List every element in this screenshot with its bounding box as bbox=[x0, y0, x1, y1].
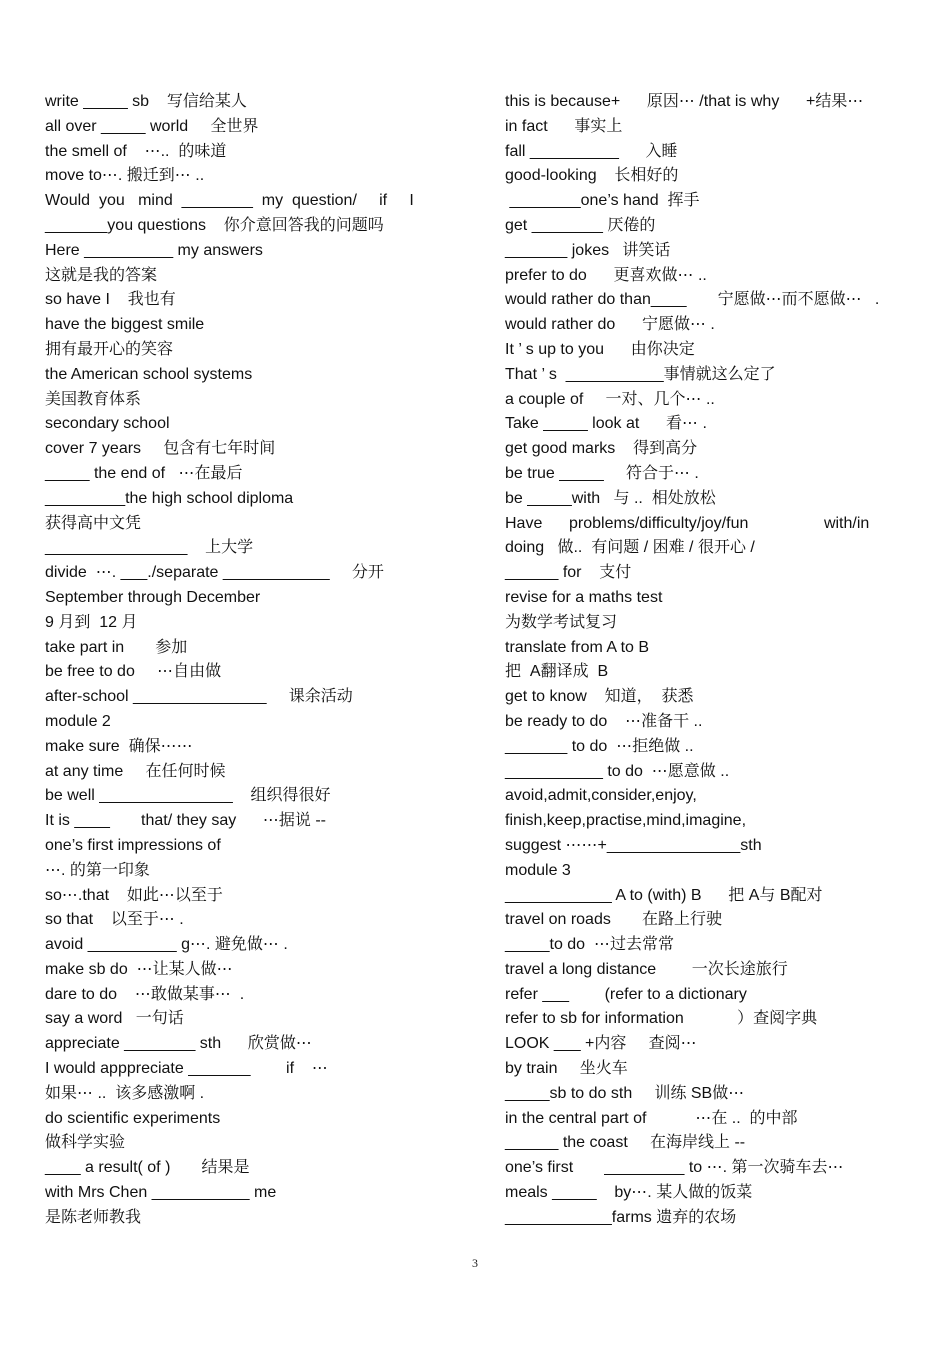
text-line: translate from A to B bbox=[505, 638, 650, 656]
page-number: 3 bbox=[472, 1256, 478, 1270]
text-line: get good marks 得到高分 bbox=[505, 440, 698, 458]
text-line: get to know 知道， 获悉 bbox=[505, 688, 694, 706]
text-line: _________the high school diploma bbox=[45, 489, 294, 507]
text-line: by train 坐火车 bbox=[505, 1060, 628, 1078]
text-line: in fact 事实上 bbox=[505, 117, 623, 135]
left-column bbox=[45, 90, 465, 1231]
text-line: appreciate ________ sth 欣赏做⋯ bbox=[45, 1035, 312, 1053]
text-line: ________one’s hand 挥手 bbox=[505, 192, 700, 210]
text-line: 做科学实验 bbox=[45, 1134, 126, 1152]
text-line: 获得高中文凭 bbox=[45, 514, 142, 532]
text-line: ________________ 上大学 bbox=[45, 539, 254, 557]
text-line: be _____with 与 .. 相处放松 bbox=[505, 489, 716, 507]
text-line: I would apppreciate _______ if ⋯ bbox=[45, 1060, 328, 1078]
text-line: all over _____ world 全世界 bbox=[45, 117, 259, 135]
text-line: would rather do 宁愿做⋯ . bbox=[505, 316, 715, 334]
text-line: ______ the coast 在海岸线上 -- bbox=[505, 1134, 746, 1152]
text-line: 这就是我的答案 bbox=[45, 266, 158, 284]
text-line: be free to do ⋯自由做 bbox=[45, 663, 222, 681]
text-line: _______ to do ⋯拒绝做 .. bbox=[505, 737, 694, 755]
text-line: 美国教育体系 bbox=[45, 390, 142, 408]
text-line: cover 7 years 包含有七年时间 bbox=[45, 440, 276, 458]
text-line: That ’ s ___________事情就这么定了 bbox=[505, 365, 776, 383]
text-line: be ready to do ⋯准备干 .. bbox=[505, 712, 703, 730]
text-line: move to⋯. 搬迁到⋯ .. bbox=[45, 167, 205, 185]
text-line: a couple of 一对、几个⋯ .. bbox=[505, 390, 715, 408]
text-line: travel a long distance 一次长途旅行 bbox=[505, 960, 788, 978]
text-line: take part in 参加 bbox=[45, 638, 188, 656]
text-line: _____sb to do sth 训练 SB做⋯ bbox=[505, 1084, 745, 1102]
text-line: be true _____ 符合于⋯ . bbox=[505, 464, 699, 482]
text-line: one’s first impressions of bbox=[45, 836, 221, 854]
text-line: revise for a maths test bbox=[505, 588, 663, 606]
text-line: _____ the end of ⋯在最后 bbox=[45, 464, 243, 482]
text-line: It ’ s up to you 由你决定 bbox=[505, 340, 695, 358]
text-line: _______you questions 你介意回答我的问题吗 bbox=[45, 216, 384, 234]
text-line: travel on roads 在路上行驶 bbox=[505, 911, 722, 929]
text-line: the smell of ⋯.. 的味道 bbox=[45, 142, 227, 160]
text-line: get ________ 厌倦的 bbox=[505, 216, 656, 234]
text-line: avoid __________ g⋯. 避免做⋯ . bbox=[45, 936, 288, 954]
text-line: _____to do ⋯过去常常 bbox=[505, 936, 674, 954]
text-line: secondary school bbox=[45, 415, 170, 433]
text-line: one’s first _________ to ⋯. 第一次骑车去⋯ bbox=[505, 1159, 844, 1177]
text-line: refer ___ (refer to a dictionary bbox=[505, 985, 747, 1003]
text-line: doing 做.. 有问题 / 困难 / 很开心 / bbox=[505, 539, 755, 557]
text-line: LOOK ___ +内容 查阅⋯ bbox=[505, 1035, 697, 1053]
text-line: so have I 我也有 bbox=[45, 291, 176, 309]
text-line: do scientific experiments bbox=[45, 1109, 221, 1127]
text-line: Take _____ look at 看⋯ . bbox=[505, 415, 707, 433]
text-line: avoid,admit,consider,enjoy, bbox=[505, 787, 697, 805]
text-line: Have problems/difficulty/joy/fun with/in bbox=[505, 514, 870, 532]
text-line: 为数学考试复习 bbox=[505, 613, 618, 631]
text-line: September through December bbox=[45, 588, 261, 606]
text-line: fall __________ 入睡 bbox=[505, 142, 678, 160]
text-line: so that 以至于⋯ . bbox=[45, 911, 184, 929]
text-line: be well _______________ 组织得很好 bbox=[45, 787, 331, 805]
text-line: this is because+ 原因⋯ /that is why +结果⋯ bbox=[505, 93, 864, 110]
text-line: ____________ A to (with) B 把 A与 B配对 bbox=[505, 886, 823, 904]
text-line: prefer to do 更喜欢做⋯ .. bbox=[505, 266, 707, 284]
text-line: with Mrs Chen ___________ me bbox=[45, 1184, 277, 1202]
text-line: would rather do than____ 宁愿做⋯而不愿做⋯ . bbox=[505, 291, 880, 309]
text-line: ____________farms 遗弃的农场 bbox=[505, 1208, 737, 1226]
text-line: meals _____ by⋯. 某人做的饭菜 bbox=[505, 1184, 753, 1202]
text-line: 是陈老师教我 bbox=[45, 1208, 142, 1226]
section-heading: module 2 bbox=[45, 712, 111, 730]
text-line: make sure 确保⋯⋯ bbox=[45, 737, 193, 755]
text-line: have the biggest smile bbox=[45, 316, 205, 334]
text-line: finish,keep,practise,mind,imagine, bbox=[505, 812, 747, 830]
text-line: ⋯. 的第一印象 bbox=[45, 861, 150, 879]
text-line: say a word 一句话 bbox=[45, 1010, 184, 1028]
text-line: 拥有最开心的笑容 bbox=[45, 340, 174, 358]
text-line: make sb do ⋯让某人做⋯ bbox=[45, 960, 233, 978]
text-line: at any time 在任何时候 bbox=[45, 762, 226, 780]
text-line: 9 月到 12 月 bbox=[45, 613, 138, 631]
text-line: ____ a result( of ) 结果是 bbox=[45, 1159, 250, 1177]
text-line: dare to do ⋯敢做某事⋯ . bbox=[45, 985, 245, 1003]
text-line: good-looking 长相好的 bbox=[505, 167, 679, 185]
text-line: Here __________ my answers bbox=[45, 241, 263, 259]
text-line: in the central part of ⋯在 .. 的中部 bbox=[505, 1109, 798, 1127]
text-line: Would you mind ________ my question/ if I bbox=[45, 192, 414, 210]
text-line: suggest ⋯⋯+_______________sth bbox=[505, 836, 762, 854]
text-line: divide ⋯. ___./separate ____________ 分开 bbox=[45, 564, 384, 582]
text-line: write _____ sb 写信给某人 bbox=[45, 93, 247, 110]
text-line: ______ for 支付 bbox=[505, 564, 632, 582]
text-line: It is ____ that/ they say ⋯据说 -- bbox=[45, 812, 326, 830]
text-line: the American school systems bbox=[45, 365, 253, 383]
right-column bbox=[505, 90, 925, 1231]
text-line: ___________ to do ⋯愿意做 .. bbox=[505, 762, 730, 780]
text-line: refer to sb for information ）查阅字典 bbox=[505, 1010, 818, 1028]
text-line: 如果⋯ .. 该多感激啊 . bbox=[45, 1084, 205, 1102]
section-heading: module 3 bbox=[505, 861, 571, 879]
text-line: _______ jokes 讲笑话 bbox=[505, 241, 671, 259]
text-line: so⋯.that 如此⋯以至于 bbox=[45, 886, 223, 904]
text-line: after-school _______________ 课余活动 bbox=[45, 688, 353, 706]
text-line: 把 A翻译成 B bbox=[505, 663, 609, 681]
